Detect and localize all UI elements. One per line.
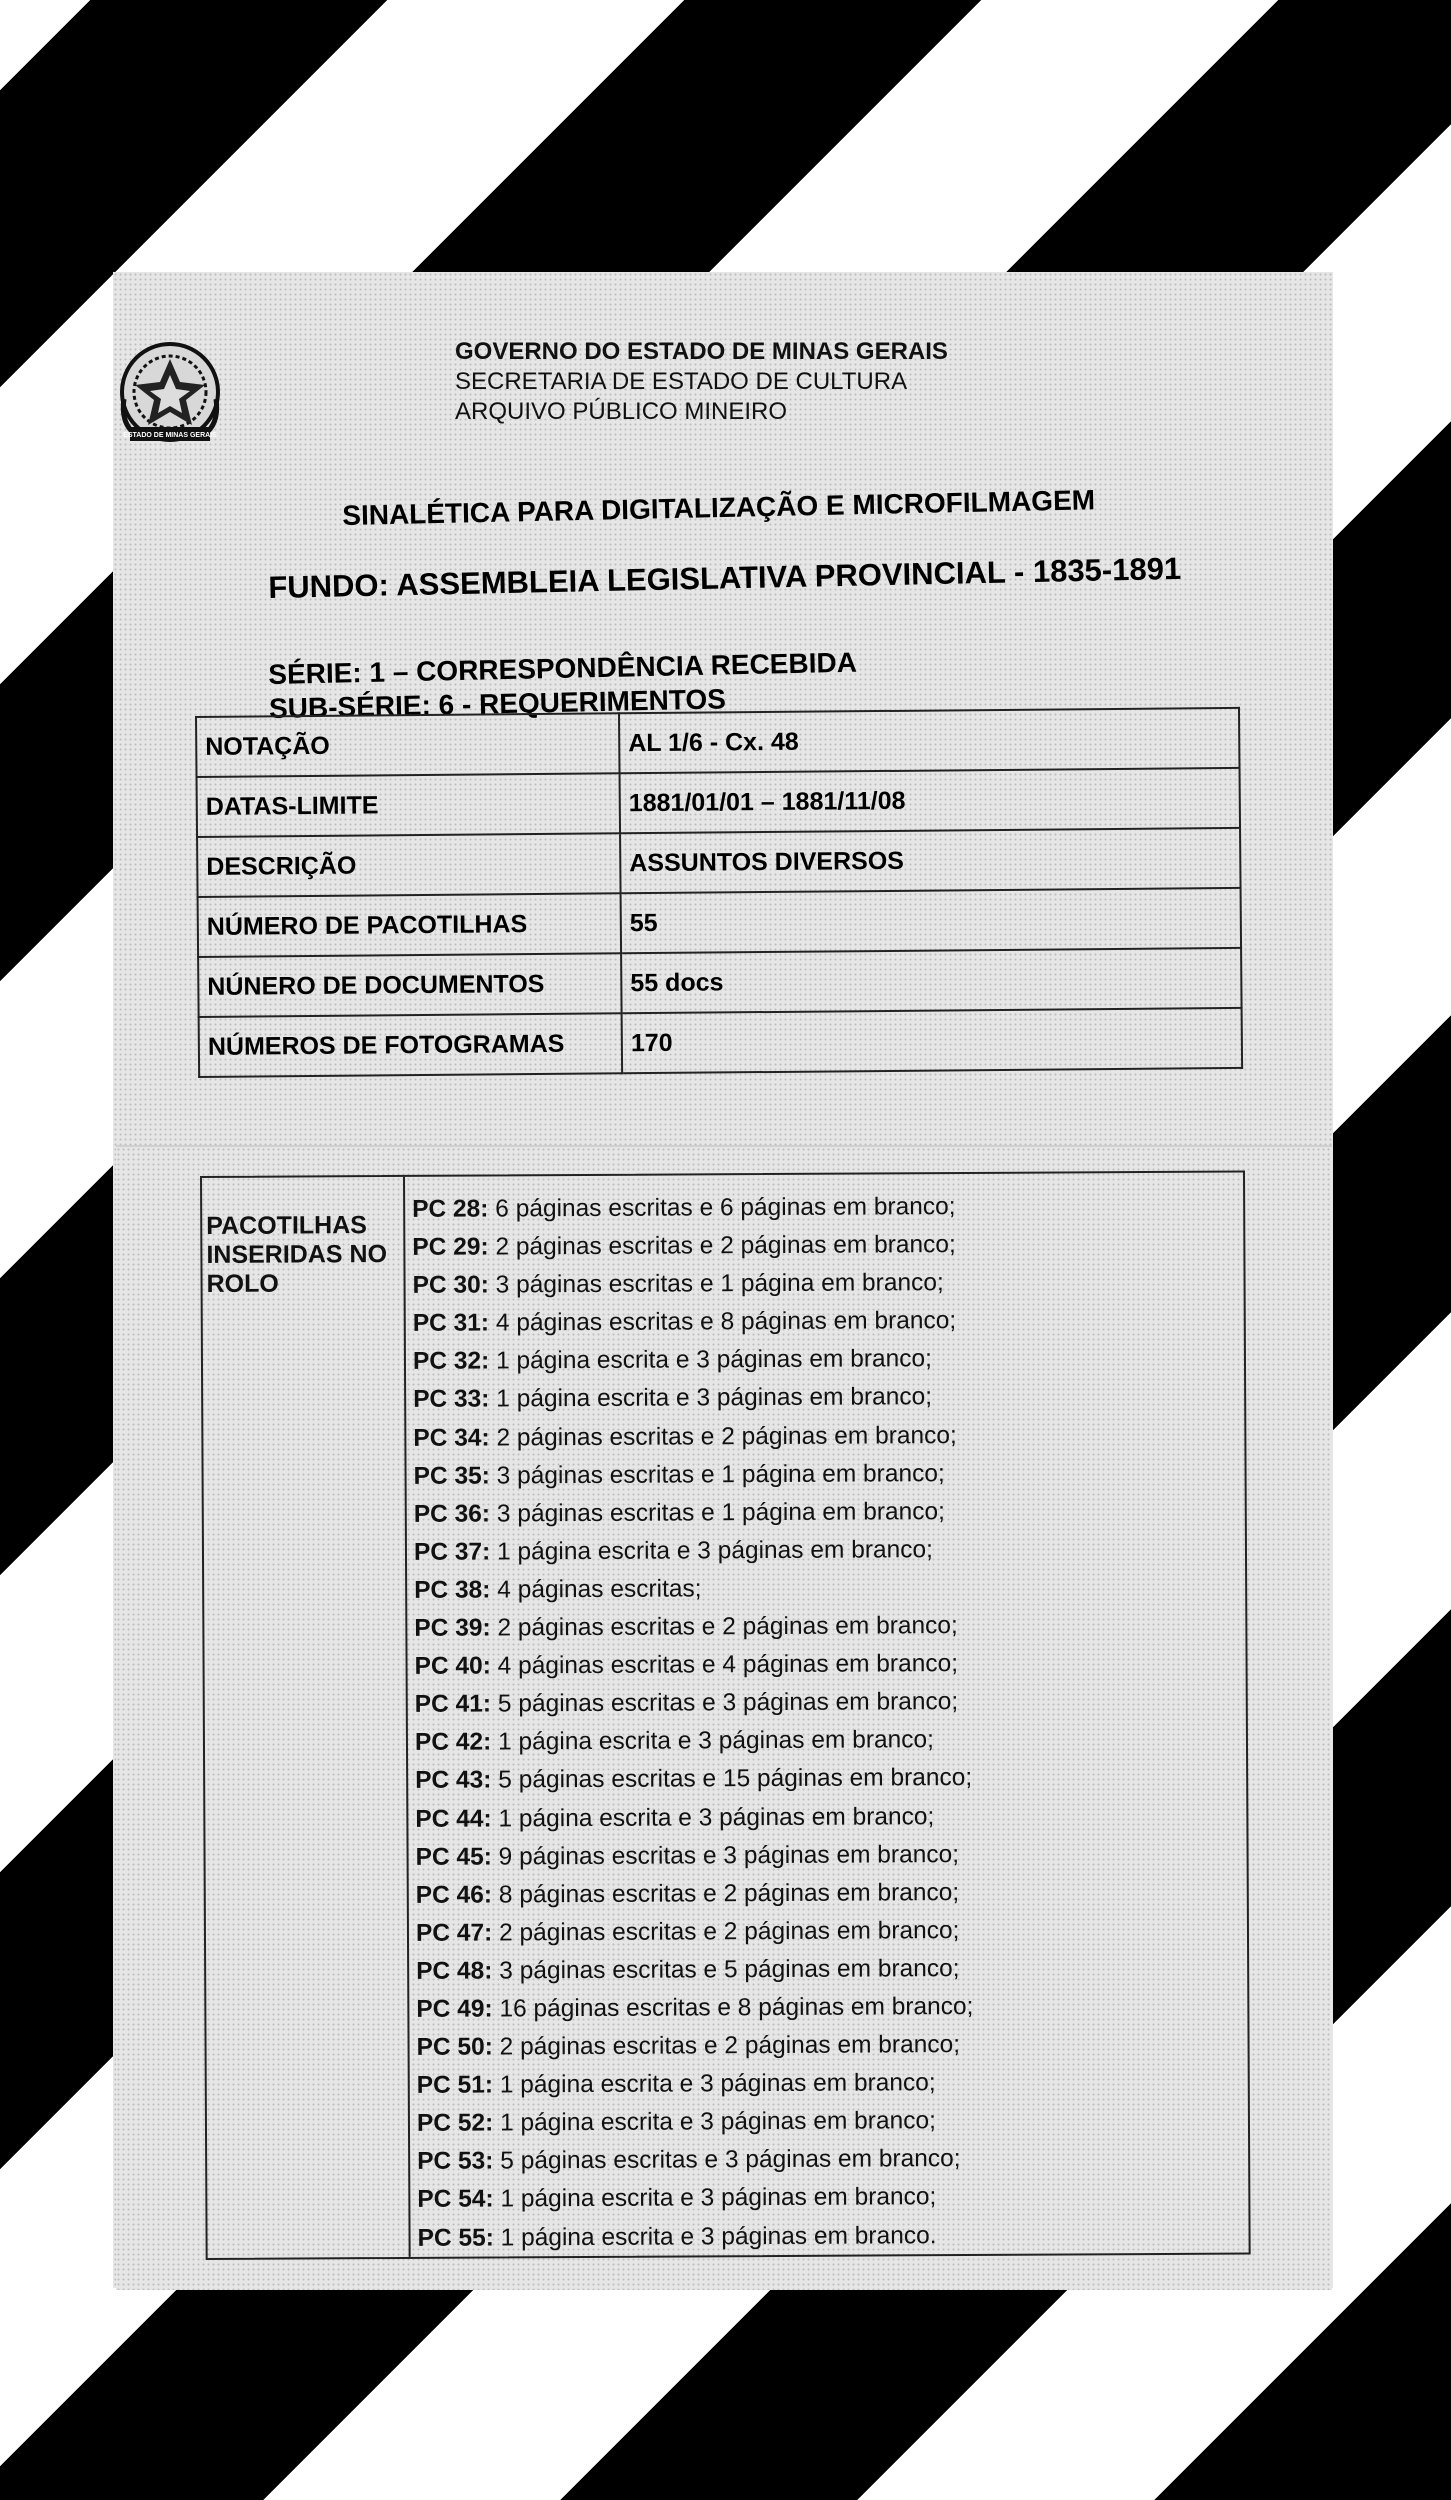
- pacotilha-description: 4 páginas escritas e 8 páginas em branco;: [488, 1307, 957, 1337]
- government-name: GOVERNO DO ESTADO DE MINAS GERAIS: [455, 338, 948, 365]
- info-label: NÚNERO DE DOCUMENTOS: [198, 953, 622, 1017]
- institution-header: [455, 337, 948, 427]
- pacotilhas-label: [202, 1177, 411, 2258]
- info-table: [195, 707, 1243, 1078]
- pacotilha-description: 2 páginas escritas e 2 páginas em branco;: [489, 1421, 957, 1452]
- pacotilha-item: [415, 1682, 1235, 1724]
- pacotilha-description: 1 página escrita e 3 páginas em branco;: [492, 2069, 936, 2099]
- pacotilha-code: PC 32:: [412, 1347, 490, 1376]
- pacotilha-description: 4 páginas escritas e 4 páginas em branco;: [490, 1650, 959, 1680]
- minas-gerais-seal-icon: [110, 337, 230, 457]
- pacotilhas-label-line1: PACOTILHAS: [206, 1211, 367, 1240]
- pacotilha-code: PC 41:: [414, 1690, 492, 1719]
- pacotilha-description: 5 páginas escritas e 3 páginas em branco;: [490, 1688, 959, 1718]
- fundo-line: FUNDO: ASSEMBLEIA LEGISLATIVA PROVINCIAL - 1835-1891: [268, 550, 1182, 605]
- pacotilha-code: PC 42:: [414, 1728, 492, 1757]
- pacotilha-code: PC 39:: [414, 1614, 491, 1642]
- pacotilha-item: [416, 1872, 1236, 1914]
- pacotilha-description: 5 páginas escritas e 3 páginas em branco;: [493, 2145, 961, 2175]
- pacotilha-item: [416, 1987, 1236, 2029]
- pacotilha-description: 8 páginas escritas e 2 páginas em branco;: [491, 1878, 960, 1909]
- seal-text: ESTADO DE MINAS GERAIS: [123, 432, 217, 439]
- info-value: 170: [622, 1008, 1242, 1073]
- info-label: DATAS-LIMITE: [197, 773, 621, 837]
- info-row: [197, 768, 1240, 837]
- pacotilha-item: [412, 1225, 1232, 1267]
- pacotilha-code: PC 48:: [416, 1957, 493, 1985]
- pacotilha-item: [417, 2063, 1237, 2105]
- pacotilha-description: 9 páginas escritas e 3 páginas em branco;: [491, 1840, 960, 1871]
- pacotilha-item: [414, 1644, 1234, 1686]
- pacotilha-description: 2 páginas escritas e 2 páginas em branco;: [492, 2031, 961, 2061]
- info-row: [198, 888, 1241, 957]
- pacotilha-item: [417, 2101, 1237, 2143]
- info-label: NÚMERO DE PACOTILHAS: [198, 893, 622, 957]
- pacotilha-code: PC 31:: [412, 1309, 490, 1338]
- pacotilha-code: PC 29:: [412, 1233, 489, 1261]
- pacotilha-description: 1 página escrita e 3 páginas em branco;: [489, 1345, 932, 1375]
- pacotilha-description: 2 páginas escritas e 2 páginas em branco;: [490, 1612, 958, 1642]
- pacotilha-item: [414, 1529, 1234, 1571]
- pacotilha-description: 1 página escrita e 3 páginas em branco;: [490, 1536, 933, 1566]
- pacotilha-code: PC 30:: [412, 1271, 489, 1300]
- pacotilha-description: 3 páginas escritas e 1 página em branco;: [489, 1497, 945, 1528]
- pacotilha-item: [413, 1377, 1233, 1419]
- pacotilha-code: PC 51:: [416, 2071, 494, 2100]
- pacotilha-description: 1 página escrita e 3 páginas em branco;: [489, 1383, 933, 1413]
- pacotilha-code: PC 36:: [413, 1500, 491, 1528]
- serie-line: SÉRIE: 1 – CORRESPONDÊNCIA RECEBIDA: [268, 646, 858, 690]
- pacotilhas-list: [412, 1187, 1238, 2258]
- pacotilha-description: 2 páginas escritas e 2 páginas em branco;: [492, 1916, 960, 1947]
- pacotilhas-label-line3: ROLO: [206, 1269, 279, 1298]
- info-label: DESCRIÇÃO: [197, 833, 621, 897]
- pacotilhas-label-line2: INSERIDAS NO: [206, 1240, 388, 1269]
- pacotilha-description: 1 página escrita e 3 páginas em branco;: [493, 2183, 937, 2213]
- pacotilha-item: [417, 2215, 1237, 2257]
- pacotilha-item: [413, 1415, 1233, 1457]
- pacotilha-item: [417, 2139, 1237, 2181]
- pacotilha-description: 1 página escrita e 3 páginas em branco;: [491, 1802, 935, 1832]
- pacotilha-code: PC 38:: [414, 1576, 491, 1604]
- pacotilha-item: [415, 1758, 1235, 1800]
- pacotilha-code: PC 33:: [413, 1385, 490, 1414]
- pacotilha-code: PC 49:: [416, 1995, 493, 2023]
- info-row: [198, 948, 1241, 1017]
- info-row: [196, 708, 1239, 777]
- info-value: ASSUNTOS DIVERSOS: [620, 828, 1241, 893]
- info-row: [199, 1008, 1242, 1077]
- pacotilha-item: [412, 1263, 1232, 1305]
- pacotilha-item: [416, 1948, 1236, 1990]
- pacotilha-item: [414, 1568, 1234, 1610]
- info-label: NÚMEROS DE FOTOGRAMAS: [199, 1013, 623, 1077]
- pacotilha-description: 1 página escrita e 3 páginas em branco;: [493, 2107, 936, 2137]
- pacotilha-item: [414, 1606, 1234, 1648]
- pacotilha-item: [415, 1834, 1235, 1876]
- pacotilha-item: [416, 1910, 1236, 1952]
- pacotilha-code: PC 40:: [414, 1652, 491, 1681]
- pacotilha-code: PC 50:: [416, 2033, 493, 2061]
- info-value: AL 1/6 - Cx. 48: [619, 708, 1240, 773]
- pacotilha-description: 3 páginas escritas e 5 páginas em branco;: [492, 1954, 960, 1985]
- pacotilha-item: [415, 1720, 1235, 1762]
- info-value: 1881/01/01 – 1881/11/08: [620, 768, 1240, 833]
- pacotilha-code: PC 53:: [417, 2147, 494, 2176]
- pacotilha-code: PC 28:: [412, 1195, 489, 1223]
- pacotilha-code: PC 55:: [417, 2224, 494, 2252]
- pacotilha-description: 6 páginas escritas e 6 páginas em branco;: [488, 1193, 956, 1223]
- pacotilha-description: 2 páginas escritas e 2 páginas em branco;: [488, 1231, 956, 1261]
- pacotilha-item: [413, 1453, 1233, 1495]
- pacotilha-code: PC 44:: [415, 1804, 492, 1833]
- pacotilha-code: PC 37:: [413, 1538, 491, 1566]
- pacotilha-description: 1 página escrita e 3 páginas em branco;: [491, 1726, 934, 1756]
- pacotilha-item: [415, 1796, 1235, 1838]
- subserie-line: SUB-SÉRIE: 6 - REQUERIMENTOS: [268, 683, 727, 724]
- pacotilha-item: [413, 1301, 1233, 1343]
- info-value: 55 docs: [621, 948, 1241, 1013]
- pacotilha-code: PC 43:: [415, 1766, 492, 1795]
- pacotilha-description: 16 páginas escritas e 8 páginas em branco;: [492, 1992, 974, 2023]
- info-row: [197, 828, 1240, 897]
- pacotilha-description: 3 páginas escritas e 1 página em branco;: [489, 1459, 945, 1490]
- archive-name: ARQUIVO PÚBLICO MINEIRO: [455, 398, 788, 425]
- pacotilha-code: PC 52:: [416, 2109, 494, 2138]
- secretariat-name: SECRETARIA DE ESTADO DE CULTURA: [455, 368, 908, 395]
- pacotilha-description: 5 páginas escritas e 15 páginas em branco;: [491, 1764, 973, 1794]
- pacotilha-code: PC 34:: [413, 1424, 490, 1452]
- pacotilha-item: [414, 1491, 1234, 1533]
- pacotilha-item: [413, 1339, 1233, 1381]
- pacotilha-code: PC 46:: [415, 1881, 493, 1909]
- pacotilha-description: 4 páginas escritas;: [490, 1575, 702, 1604]
- pacotilha-description: 3 páginas escritas e 1 página em branco;: [488, 1269, 944, 1299]
- pacotilha-item: [416, 2025, 1236, 2067]
- info-label: NOTAÇÃO: [196, 713, 620, 777]
- pacotilha-item: [417, 2177, 1237, 2219]
- pacotilhas-table: [200, 1171, 1251, 2260]
- document-title: SINALÉTICA PARA DIGITALIZAÇÃO E MICROFILMAGEM: [342, 484, 1096, 531]
- pacotilha-code: PC 35:: [413, 1462, 490, 1490]
- pacotilha-code: PC 54:: [417, 2185, 494, 2214]
- info-value: 55: [621, 888, 1242, 953]
- pacotilha-code: PC 45:: [415, 1843, 492, 1871]
- pacotilha-description: 1 página escrita e 3 páginas em branco.: [493, 2221, 937, 2252]
- pacotilha-item: [412, 1187, 1232, 1229]
- pacotilha-code: PC 47:: [415, 1919, 493, 1947]
